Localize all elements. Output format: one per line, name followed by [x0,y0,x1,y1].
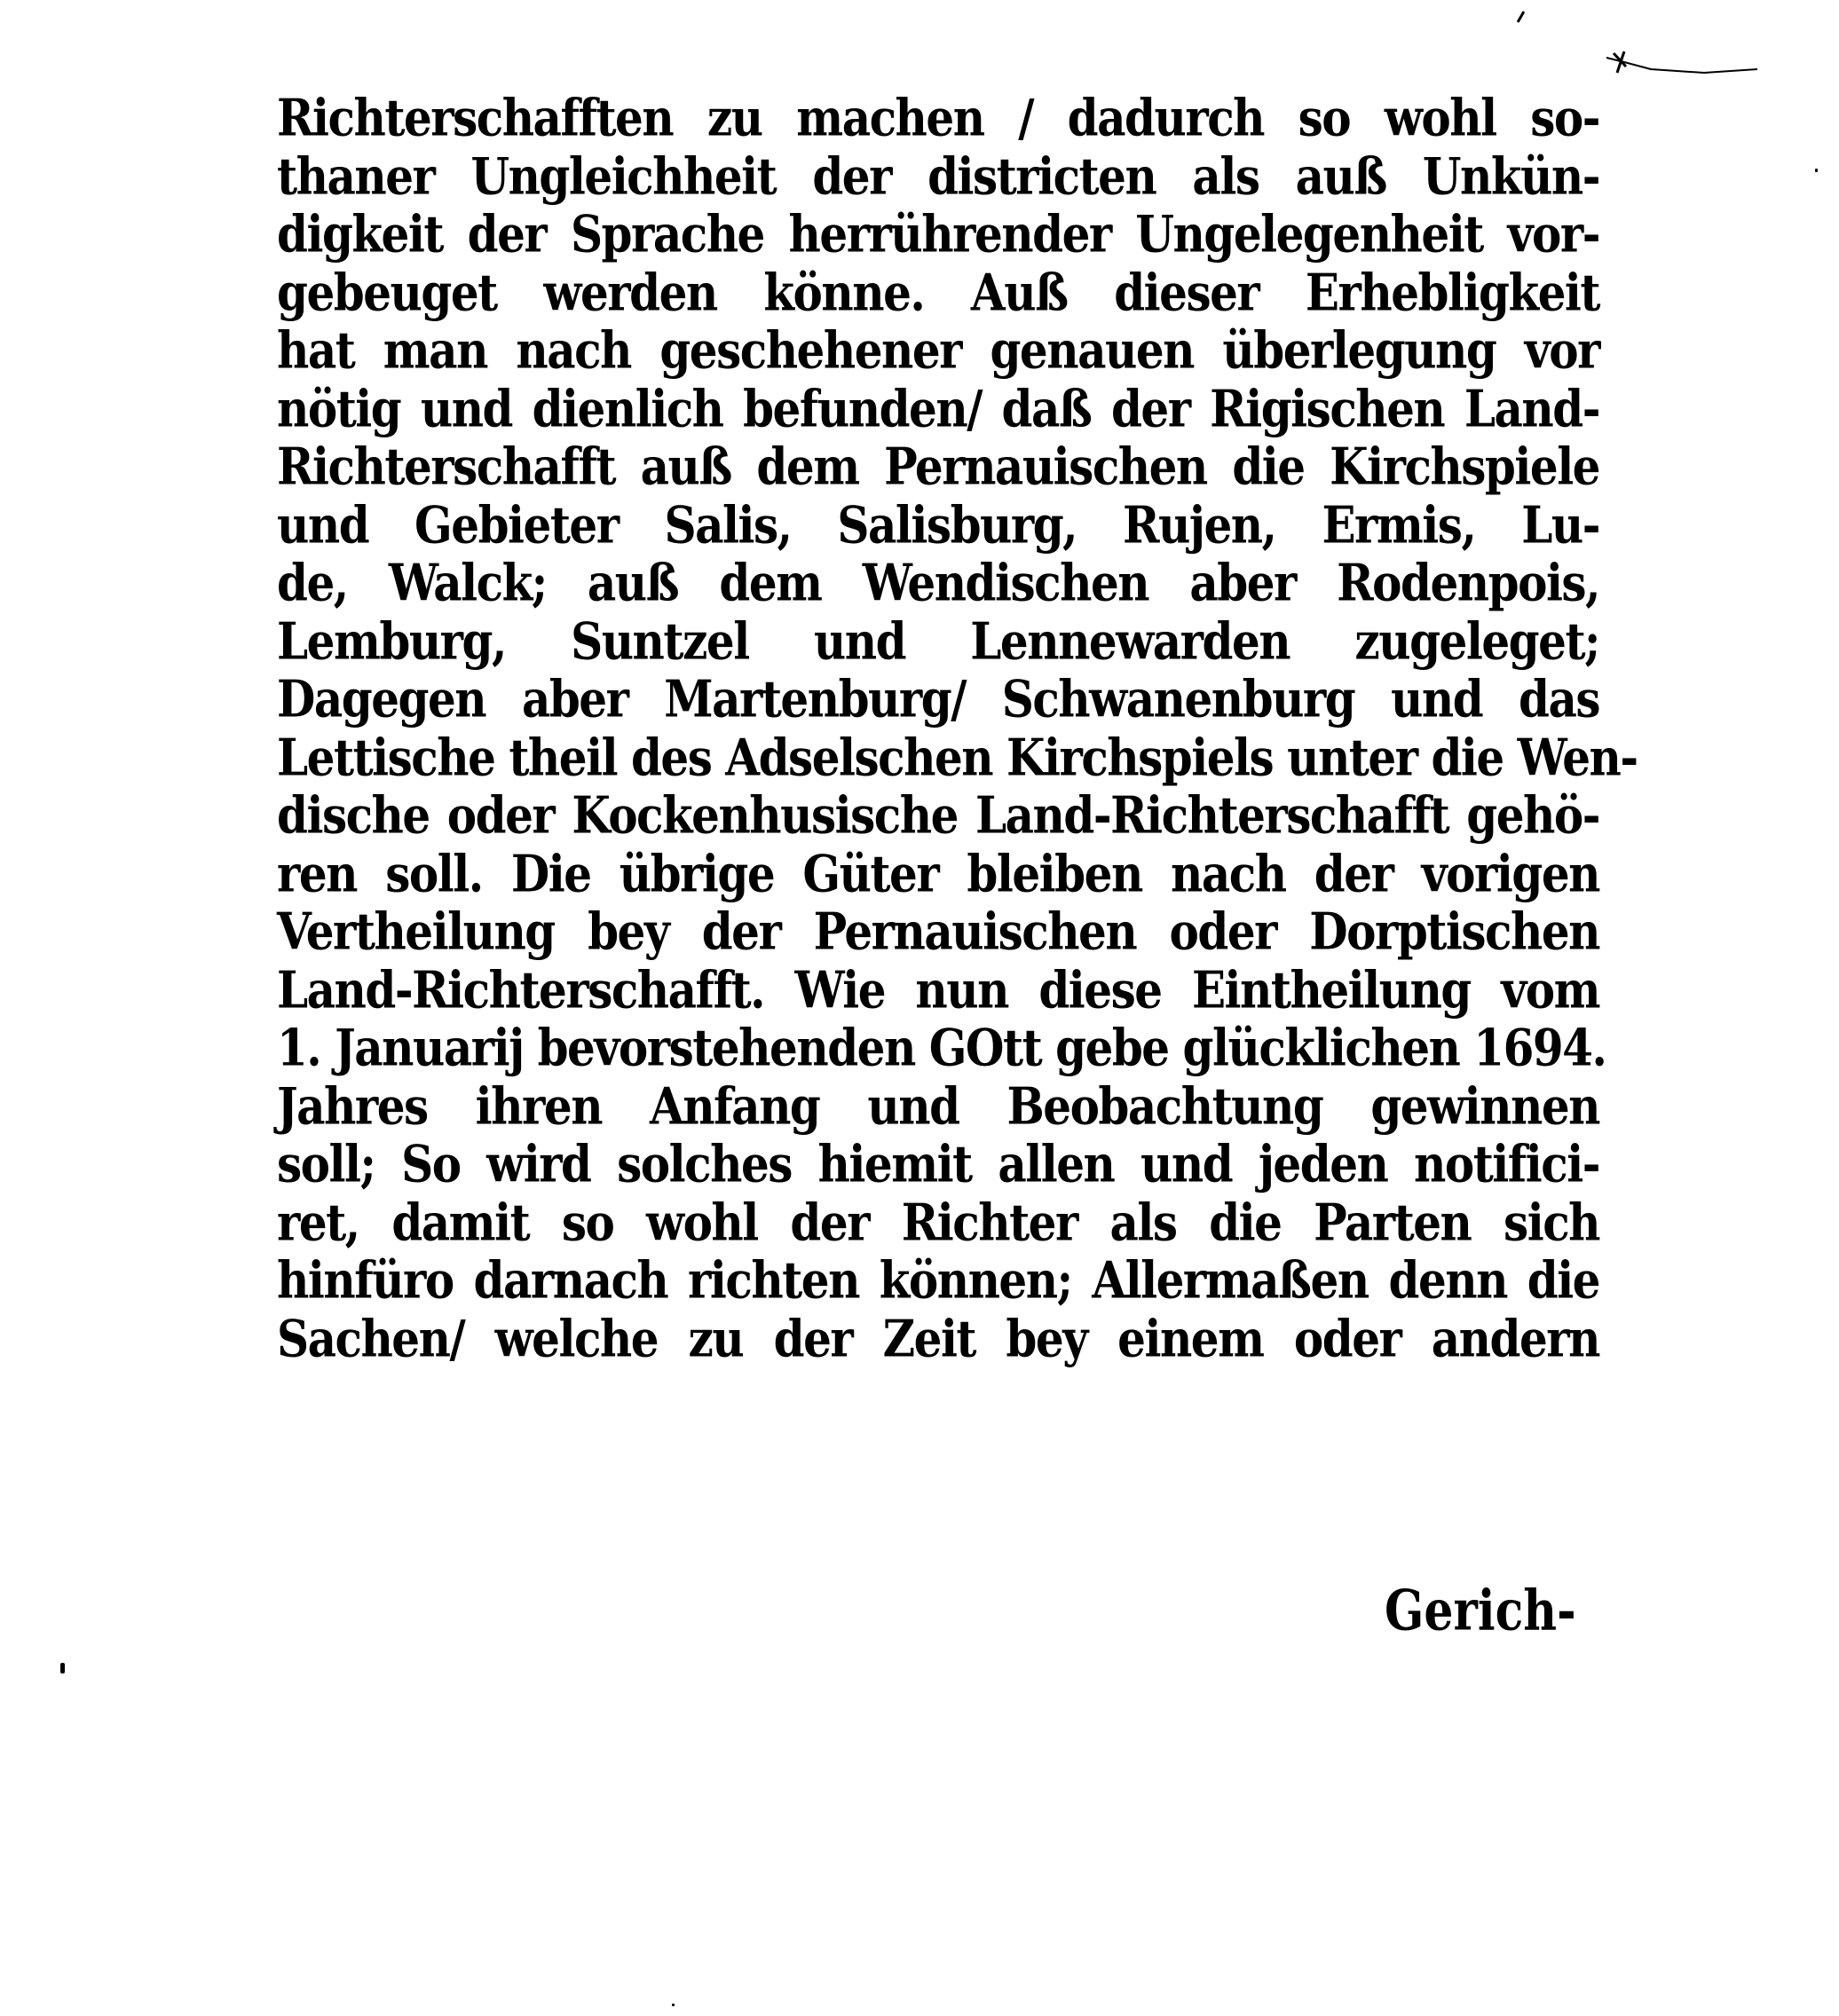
text-line: digkeit der Sprache herrührender Ungelegenheit vor- [277,203,1599,264]
margin-dot [60,1663,65,1673]
body-text [277,87,1638,1368]
text-line: Richterschafften zu machen / dadurch so wohl so- [277,87,1599,148]
text-line: de, Walck; auß dem Wendischen aber Rodenpois, [277,552,1599,613]
text-line: und Gebieter Salis, Salisburg, Rujen, Ermis, Lu- [277,494,1599,555]
text-line: hat man nach geschehener genauen überlegung vor [277,319,1599,381]
text-line: hinfüro darnach richten können; Allermaßen denn die [277,1249,1599,1311]
text-line: nötig und dienlich befunden/ daß der Rigischen Land- [277,378,1599,438]
text-line: ren soll. Die übrige Güter bleiben nach der vorigen [277,843,1599,903]
paper-speck [1815,169,1818,172]
text-line: Land-Richterschafft. Wie nun diese Eintheilung vom [277,959,1599,1020]
text-line: Lettische theil des Adselschen Kirchspiels unter die Wen- [277,727,1638,787]
paper-speck [1517,11,1526,23]
text-line: Sachen/ welche zu der Zeit bey einem oder andern [277,1308,1599,1368]
handwritten-mark-icon [1598,18,1775,89]
text-line: dische oder Kockenhusische Land-Richterschafft gehö- [277,784,1599,846]
text-line: Jahres ihren Anfang und Beobachtung gewinnen [277,1075,1599,1136]
text-line: gebeuget werden könne. Auß dieser Erhebligkeit [277,262,1599,322]
catchword: Gerich- [1385,1578,1576,1644]
text-line: 1. Januarij bevorstehenden GOtt gebe glücklichen 1694. [277,1017,1606,1078]
text-line: ret, damit so wohl der Richter als die Parten sich [277,1192,1599,1252]
text-line: Lemburg, Suntzel und Lennewarden zugeleget; [277,610,1599,671]
paper-speck [672,2004,675,2006]
text-line: Richterschafft auß dem Pernauischen die Kirchspiele [277,436,1599,497]
text-line: Dagegen aber Martenburg/ Schwanenburg und das [277,668,1599,729]
text-line: thaner Ungleichheit der districten als auß Unkün- [277,146,1599,206]
text-line: Vertheilung bey der Pernauischen oder Dorptischen [277,901,1599,962]
text-line: soll; So wird solches hiemit allen und jeden notifici- [277,1133,1599,1194]
